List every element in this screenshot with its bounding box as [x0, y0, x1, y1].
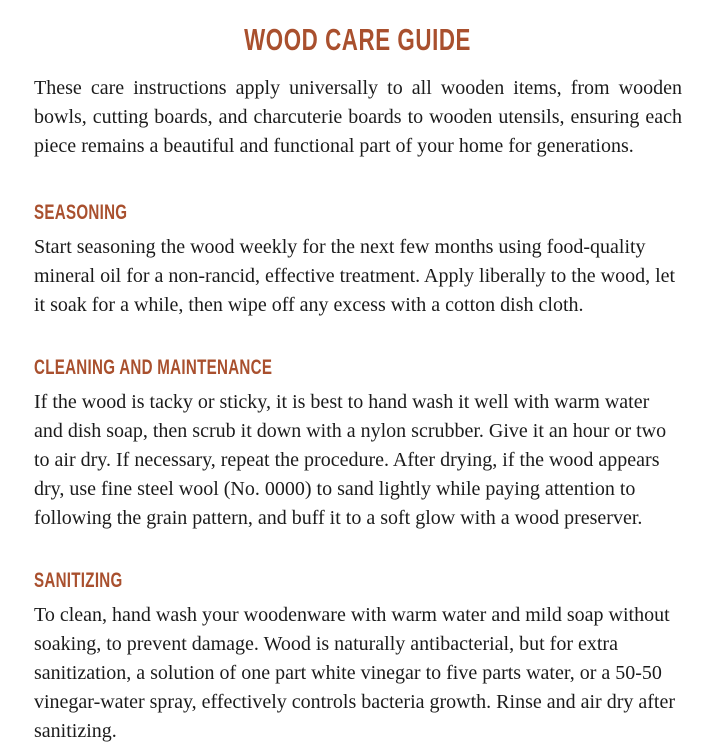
section-sanitizing — [34, 566, 682, 746]
sanitizing-heading — [34, 566, 682, 595]
sanitizing-heading-text: SANITIZING — [34, 568, 123, 592]
cleaning-and-maintenance-heading-text: CLEANING AND MAINTENANCE — [34, 355, 273, 379]
seasoning-paragraph: Start seasoning the wood weekly for the next few months using food-quality mineral oil for a non-rancid, effective treatment. Apply liberally to the wood, let it soak for a while, then wipe off any excess with a cotton dish cloth. — [34, 235, 676, 316]
page-title — [34, 22, 682, 57]
intro-paragraph: These care instructions apply universally to all wooden items, from wooden bowls, cutting boards, and charcuterie boards to wooden utensils, ensuring each piece remains a beautiful and functional part of your home for generations. — [34, 77, 682, 158]
page-title-text: WOOD CARE GUIDE — [244, 22, 472, 57]
cleaning-and-maintenance-heading — [34, 353, 682, 382]
seasoning-heading — [34, 198, 682, 227]
seasoning-heading-text: SEASONING — [34, 201, 128, 225]
section-seasoning — [34, 198, 682, 320]
cleaning-and-maintenance-paragraph: If the wood is tacky or sticky, it is best to hand wash it well with warm water and dish soap, then scrub it down with a nylon scrubber. Give it an hour or two to air dry. If necessary, repeat the procedure. After drying, if the wood appears dry, use fine steel wool (No. 0000) to sand lightly while paying attention to following the grain pattern, and buff it to a soft glow with a wood preserver. — [34, 390, 667, 529]
sanitizing-paragraph: To clean, hand wash your woodenware with warm water and mild soap without soaking, to prevent damage. Wood is naturally antibacterial, but for extra sanitization, a solution of one part white vinegar to five parts water, or a 50-50 vinegar-water spray, effectively controls bacteria growth. Rinse and air dry after sanitizing. — [34, 603, 675, 742]
section-cleaning-and-maintenance — [34, 353, 682, 533]
